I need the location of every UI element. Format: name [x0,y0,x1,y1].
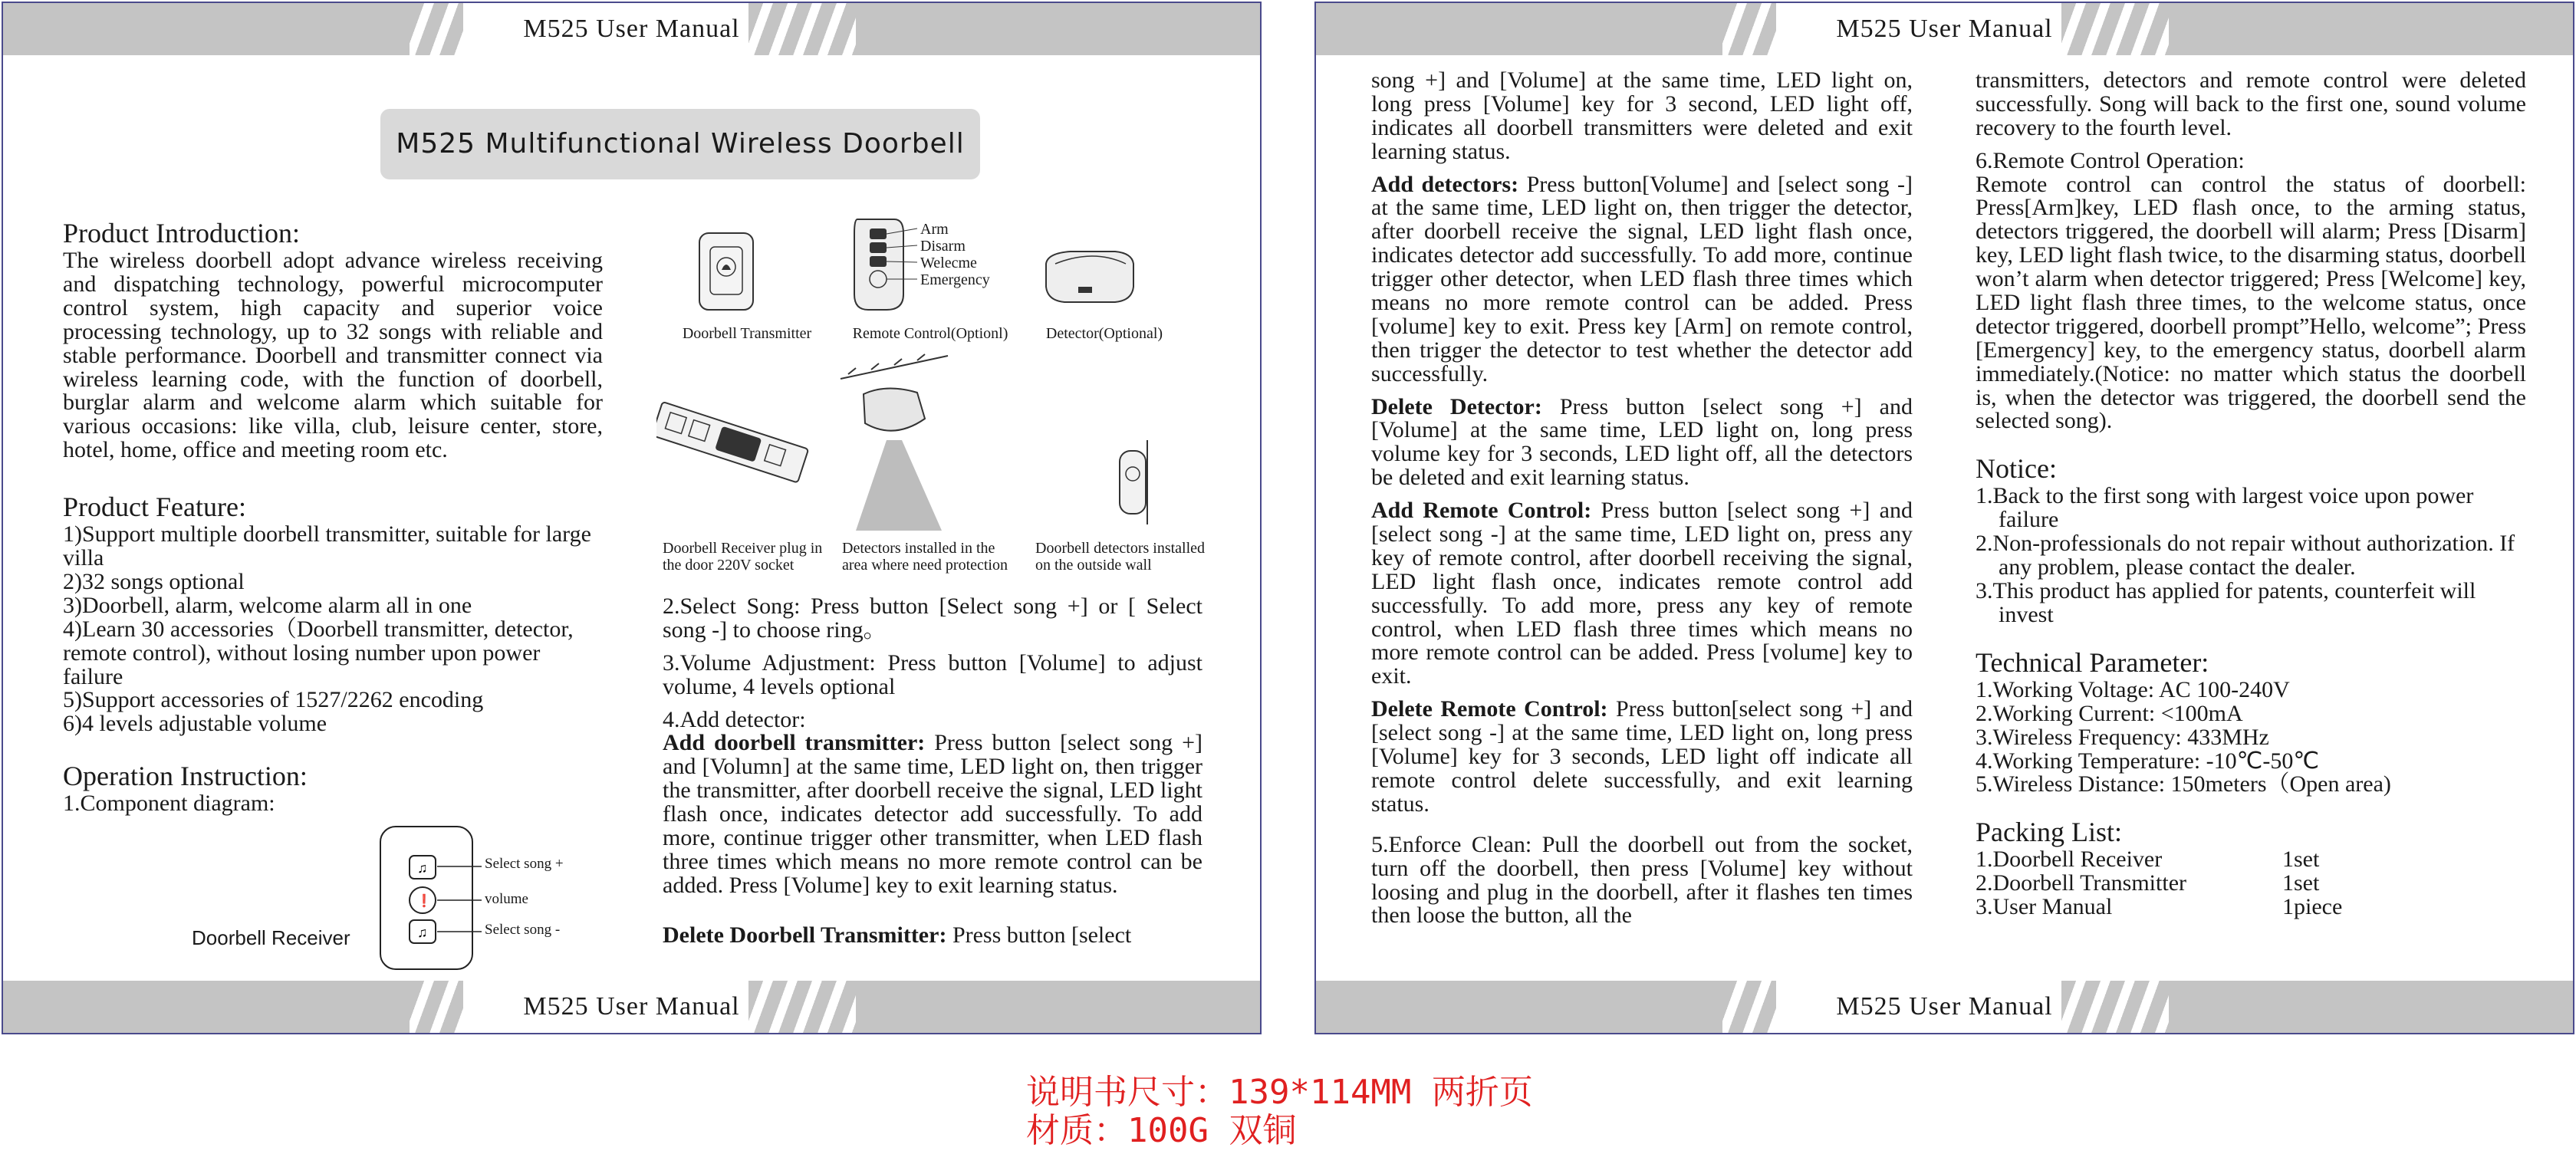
footer-stripes-right [2061,981,2169,1033]
receiver-plug-illustration [656,400,808,515]
feature-item: 4)Learn 30 accessories（Doorbell transmitter, detector, remote control), without losing number upon power failure [63,616,574,689]
packing-row [1976,848,2526,872]
footer-label: M525 User Manual [463,981,801,1033]
enforce-clean-continued: transmitters, detectors and remote control were deleted successfully. Song will back to the first one, sound volume recovery to the fourth level. [1976,67,2526,140]
remote-key-arm: Arm [920,221,949,238]
footer-stripes-right [748,981,856,1033]
caption-remote: Remote Control(Optionl) [852,325,1008,342]
ceiling-detector-illustration [841,354,948,531]
detector-illustration [1046,252,1133,302]
add-detectors-heading: Add detectors: [1371,171,1519,197]
caption-transmitter: Doorbell Transmitter [682,325,812,342]
notice-item: 2.Non-professionals do not repair without authorization. If any problem, please contact the dealer. [1976,531,2515,580]
svg-text:❗: ❗ [416,895,432,908]
footer-label: M525 User Manual [1776,981,2114,1033]
print-note-material: 材质：100G 双铜 [1026,1111,1297,1150]
step-volume: 3.Volume Adjustment: Press button [Volume] to adjust volume, 4 levels optional [663,649,1202,699]
header-stripes-right [2061,3,2169,55]
footer-band [1316,981,2573,1033]
packing-heading: Packing List: [1976,817,2122,848]
caption-ceiling-detector: Detectors installed in the area where need protection [842,540,1008,574]
remote-operation-body: Remote control can control the status of doorbell: Press[Arm]key, LED flash once, to the arming status, detectors triggered, the doorbell will alarm; Press [Disarm] key, LED light flash twice, to the disarming status, doorbell won’t alarm when detector triggered; Press [Welcome] key, LED light flash three times, to the welcome status, once detector triggered, doorbell prompt”Hello, welcome”; Press [Emergency] key, to the emergency status, doorbell alarm immediately.(Notice: no matter which status the doorbell is, when the detector was triggered, the doorbell send the selected song). [1976,171,2526,434]
manual-page-left [2,2,1262,1034]
intro-body: The wireless doorbell adopt advance wireless receiving and dispatching technology, powerful microcomputer control system, high capacity and superior voice processing technology, up to 32 songs with reliable and stable performance. Doorbell and transmitter connect via wireless learning code, with the function of doorbell, burglar alarm and welcome alarm which suitable for various occasions: like villa, club, leisure center, store, hotel, home, office and meeting room etc. [63,248,603,463]
add-remote-heading: Add Remote Control: [1371,498,1592,524]
header-label: M525 User Manual [1776,3,2114,55]
caption-detector: Detector(Optional) [1045,325,1163,342]
feature-item: 1)Support multiple doorbell transmitter, suitable for large villa [63,521,591,571]
right-page-column-2 [1976,69,2526,919]
remote-key-emergency: Emergency [920,271,990,288]
packing-item-qty: 1set [2282,847,2320,873]
middle-column [663,595,1202,957]
header-stripes-right [748,3,856,55]
component-diagram-label: 1.Component diagram: [63,791,275,817]
caption-wall-detector: Doorbell detectors installed on the outside wall [1035,540,1206,574]
btn-label-select-plus: Select song + [485,856,564,872]
svg-text:♫: ♫ [417,860,428,876]
caption-receiver-plug: Doorbell Receiver plug in the door 220V socket [663,540,823,574]
tech-item: 5.Wireless Distance: 150meters（Open area) [1976,771,2391,797]
enforce-clean: 5.Enforce Clean: Pull the doorbell out from the socket, turn off the doorbell, then press [Volume] key without loosing and plug in the doorbell, after it flashes ten times then loose the button, all the [1371,831,1913,929]
packing-item-name: 2.Doorbell Transmitter [1976,870,2186,896]
remote-illustration [854,219,917,310]
packing-item-name: 3.User Manual [1976,894,2113,920]
add-transmitter-body: Press button [select song +] and [Volumn] at the same time, LED light on, then trigger the transmitter, after doorbell receive the signal, LED light flash once, indicates detector add successfully. To add more, continue trigger other transmitter, when LED flash three times which means no more remote control can be added. Press [Volume] key to exit learning status. [663,730,1203,898]
packing-row [1976,872,2526,896]
receiver-label: Doorbell Receiver [192,926,350,949]
feature-item: 3)Doorbell, alarm, welcome alarm all in one [63,592,472,618]
notice-item: 1.Back to the first song with largest voice upon power failure [1976,483,2474,533]
header-band [1316,3,2573,55]
header-band [3,3,1260,55]
manual-page-right [1314,2,2574,1034]
footer-band [3,981,1260,1033]
tech-item: 3.Wireless Frequency: 433MHz [1976,724,2269,750]
tech-item: 1.Working Voltage: AC 100-240V [1976,676,2290,702]
packing-item-qty: 1set [2282,870,2320,896]
delete-remote-body: Press button[select song +] and [select song -] at the same time, LED light on, long press [Volume] key for 3 seconds, LED light off indicate all remote control delete successfully, and exit learning status. [1371,696,1913,817]
svg-text:♫: ♫ [417,925,428,940]
step-select-song: 2.Select Song: Press button [Select song +] or [ Select song -] to choose ring。 [663,593,1202,643]
tech-item: 2.Working Current: <100mA [1976,700,2243,726]
add-transmitter-heading: Add doorbell transmitter: [663,730,926,756]
packing-row [1976,896,2526,919]
feature-item: 2)32 songs optional [63,568,245,594]
transmitter-illustration [699,233,753,310]
packing-item-name: 1.Doorbell Receiver [1976,847,2163,873]
remote-key-disarm: Disarm [920,238,966,255]
remote-key-welcome: Welecme [920,255,977,271]
delete-detector-body: Press button [select song +] and [Volume] at the same time, LED light on, long press volume key for 3 seconds, LED light off, all the detectors be deleted and exit learning status. [1371,393,1913,491]
notice-heading: Notice: [1976,453,2057,485]
add-detectors-body: Press button[Volume] and [select song -] at the same time, LED light on, then trigger the detector, after doorbell receive the signal, LED light flash once, indicates detector add successfully. To add more, continue trigger other detector, when LED flash three times which means no more remote control can be added. Press [volume] key to exit. Press key [Arm] on remote control, then trigger the detector to test whether the detector add successfully. [1371,171,1913,386]
tech-heading: Technical Parameter: [1976,646,2209,678]
step-add-detector: 4.Add detector: [663,706,806,732]
intro-heading: Product Introduction: [63,218,300,248]
tech-item: 4.Working Temperature: -10℃-50℃ [1976,748,2320,774]
print-note-size: 说明书尺寸：139*114MM 两折页 [1026,1073,1533,1112]
delete-transmitter-heading: Delete Doorbell Transmitter: [663,922,947,948]
btn-label-volume: volume [485,891,528,907]
feature-item: 6)4 levels adjustable volume [63,711,327,737]
remote-operation-heading: 6.Remote Control Operation: [1976,147,2245,173]
delete-remote-heading: Delete Remote Control: [1371,696,1608,722]
right-page-column-1 [1371,69,1913,937]
delete-transmitter-body: Press button [select [946,922,1132,948]
delete-transmitter-continued: song +] and [Volume] at the same time, LED light on, long press [Volume] key for 3 second, LED light off, indicates all doorbell transmitters were deleted and exit learning status. [1371,67,1913,164]
btn-label-select-minus: Select song - [485,922,561,938]
left-column [63,219,603,816]
header-label: M525 User Manual [463,3,801,55]
manual-title: M525 Multifunctional Wireless Doorbell [380,109,980,179]
operation-heading: Operation Instruction: [63,761,308,792]
feature-heading: Product Feature: [63,492,246,523]
feature-item: 5)Support accessories of 1527/2262 encoding [63,687,484,713]
delete-detector-heading: Delete Detector: [1371,393,1542,419]
notice-item: 3.This product has applied for patents, counterfeit will invest [1976,578,2476,627]
add-remote-body: Press button [select song +] and [select song -] at the same time, LED light on, press any key of remote control, after doorbell receiving the signal, LED light flash once, indicates remote control add successfully. To add more, press any key of remote control, when LED flash three times which means no more remote control can be added. Press [volume] key to exit. [1371,498,1913,689]
wall-detector-illustration [1120,440,1147,524]
packing-item-qty: 1piece [2282,894,2343,920]
